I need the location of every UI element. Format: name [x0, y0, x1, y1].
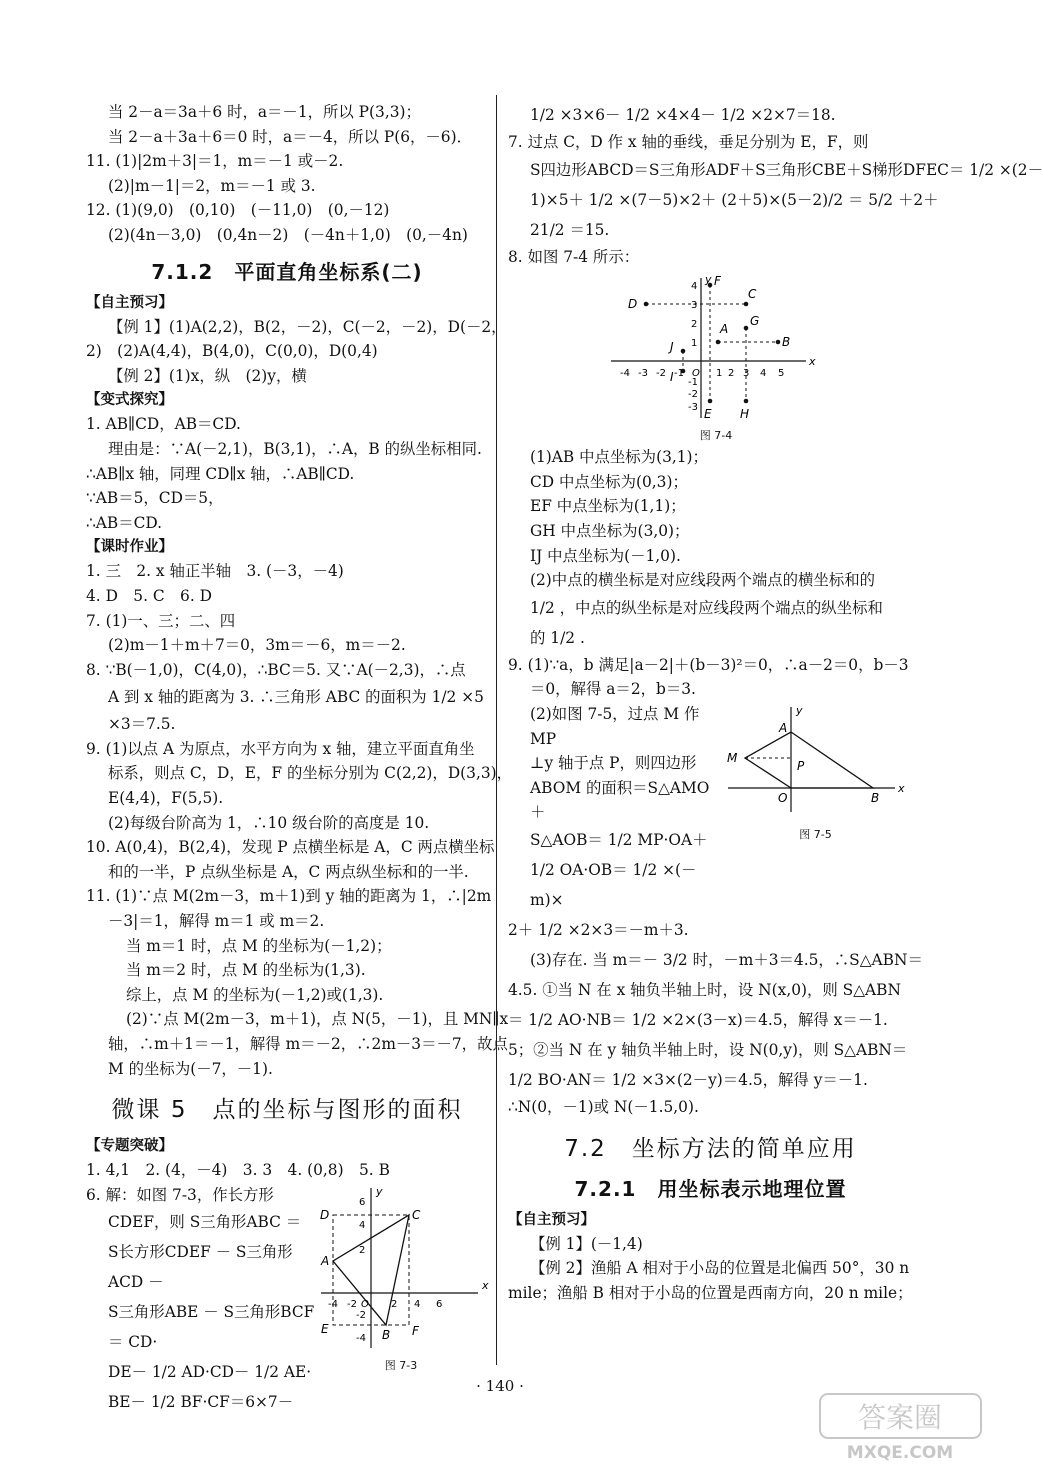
text-line: (2)如图 7-5，过点 M 作 MP: [530, 704, 700, 748]
text-line: 1. 4,1 2. (4，－4) 3. 3 4. (0,8) 5. B: [86, 1161, 390, 1180]
text-line: (3)存在. 当 m＝－ 3/2 时，－m＋3＝4.5，∴S△ABN＝: [530, 950, 923, 969]
tick-label: -2: [688, 389, 698, 401]
text-line: CD 中点坐标为(0,3)；: [530, 472, 688, 491]
point-label: M: [727, 750, 738, 765]
axis-label: x: [809, 355, 816, 369]
text-line: ×3＝7.5.: [108, 715, 176, 734]
figure-7-4: [606, 273, 826, 443]
tick-label: O: [361, 1298, 369, 1310]
text-line: 1/2 ，中点的纵坐标是对应线段两个端点的纵坐标和: [530, 598, 883, 617]
figure-7-3-graph: [316, 1183, 489, 1353]
tick-label: 4: [760, 368, 767, 380]
point-label: B: [382, 1327, 391, 1342]
text-line: 标系，则点 C，D，E，F 的坐标分别为 C(2,2)，D(3,3)，: [108, 764, 513, 783]
text-line: 9. (1)以点 A 为原点，水平方向为 x 轴，建立平面直角坐: [86, 739, 475, 758]
tick-label: 6: [436, 1298, 443, 1310]
watermark-logo: [818, 1392, 983, 1464]
point-label: E: [704, 407, 712, 422]
text-line: 当 m＝1 时，点 M 的坐标为(－1,2)；: [126, 936, 392, 955]
point-label: O: [778, 790, 788, 805]
point-label: C: [412, 1207, 421, 1222]
tick-label: -3: [638, 368, 648, 380]
tick-label: O: [692, 368, 700, 380]
tick-label: 2: [359, 1244, 366, 1256]
tick-label: -2: [656, 368, 666, 380]
right-column: [508, 100, 1043, 1305]
point-label: A: [321, 1253, 330, 1268]
section-tag: 【自主预习】: [86, 294, 173, 311]
text-line: 4.5. ①当 N 在 x 轴负半轴上时，设 N(x,0)，则 S△ABN: [508, 980, 901, 999]
text-line: 【例 1】(1)A(2,2)，B(2，－2)，C(－2，－2)，D(－2，: [108, 317, 507, 336]
text-line: 10. A(0,4)，B(2,4)，发现 P 点横坐标是 A，C 两点横坐标: [86, 838, 495, 857]
point-label: D: [320, 1207, 330, 1222]
text-line: A 到 x 轴的距离为 3. ∴三角形 ABC 的面积为 1/2 ×5: [108, 688, 484, 707]
section-tag: 【专题突破】: [86, 1138, 173, 1155]
text-line: (2)每级台阶高为 1，∴10 级台阶的高度是 10.: [108, 813, 430, 832]
text-line: ∴N(0，－1)或 N(－1.5,0).: [508, 1097, 699, 1116]
tick-label: 4: [359, 1219, 366, 1231]
text-line: 9. (1)∵a，b 满足|a－2|＋(b－3)²＝0，∴a－2＝0，b－3: [508, 655, 909, 674]
tick-label: -2: [356, 1309, 366, 1321]
point-label: I: [670, 370, 674, 385]
tick-label: 5: [778, 368, 785, 380]
text-line: 综上，点 M 的坐标为(－1,2)或(1,3).: [126, 985, 384, 1004]
axis-label: x: [482, 1278, 489, 1292]
section-title: 7.2.1 用坐标表示地理位置: [574, 1176, 847, 1201]
text-line: GH 中点坐标为(3,0)；: [530, 521, 690, 540]
text-line: ⊥y 轴于点 P，则四边形: [530, 754, 697, 773]
text-line: (2)中点的横坐标是对应线段两个端点的横坐标和的: [530, 571, 876, 590]
section-title: 7.1.2 平面直角坐标系(二): [151, 259, 423, 284]
text-line: 4. D 5. C 6. D: [86, 586, 212, 605]
text-line: (2)(4n－3,0) (0,4n－2) (－4n＋1,0) (0,－4n): [108, 225, 468, 244]
problem-9-block: [508, 702, 913, 915]
tick-label: 1: [716, 368, 723, 380]
text-line: IJ 中点坐标为(－1,0).: [530, 546, 681, 565]
text-line: S长方形CDEF － S三角形ACD －: [108, 1243, 293, 1292]
text-line: ＝0，解得 a＝2，b＝3.: [530, 680, 696, 699]
point-label: J: [670, 340, 674, 355]
column-divider: [496, 95, 497, 1365]
text-line: 7. 过点 C，D 作 x 轴的垂线，垂足分别为 E，F，则: [508, 133, 869, 151]
text-line: M 的坐标为(－7，－1).: [108, 1059, 273, 1078]
tick-label: -4: [620, 368, 630, 380]
text-line: 的 1/2 .: [530, 628, 585, 647]
point-label: E: [321, 1321, 329, 1336]
tick-label: 3: [743, 368, 750, 380]
axis-label: y: [376, 1184, 383, 1198]
text-line: 2) (2)A(4,4)，B(4,0)，C(0,0)，D(0,4): [86, 342, 378, 361]
text-line: S△AOB＝ 1/2 MP·OA＋: [530, 830, 708, 849]
text-line: BE－ 1/2 BF·CF＝6×7－: [108, 1393, 294, 1412]
point-label: F: [412, 1323, 419, 1338]
tick-label: -1: [688, 377, 698, 389]
text-line: (1)AB 中点坐标为(3,1)；: [530, 448, 708, 467]
text-line: 理由是：∵A(－2,1)，B(3,1)，∴A，B 的纵坐标相同.: [108, 439, 482, 458]
text-line: S三角形ABE － S三角形BCF ＝ CD·: [108, 1303, 315, 1352]
text-line: 1. 三 2. x 轴正半轴 3. (－3，－4): [86, 562, 344, 581]
point-label: A: [779, 720, 788, 735]
tick-label: 6: [359, 1196, 366, 1208]
axis-label: y: [796, 703, 803, 717]
text-line: S四边形ABCD＝S三角形ADF＋S三角形CBE＋S梯形DFEC＝ 1/2 ×(2－: [530, 160, 1043, 179]
figure-7-5-graph: [723, 702, 908, 822]
text-line: 11. (1)∵点 M(2m－3，m＋1)到 y 轴的距离为 1，∴|2m: [86, 887, 492, 906]
point-label: A: [720, 322, 729, 337]
tick-label: 3: [691, 300, 698, 312]
text-line: ∵AB＝5，CD＝5，: [86, 489, 224, 508]
tick-label: -4: [356, 1332, 366, 1344]
figure-caption: 图 7-5: [799, 827, 832, 841]
text-line: ∴AB＝CD.: [86, 513, 163, 532]
text-line: 当 2－a＝3a＋6 时，a＝－1，所以 P(3,3)；: [108, 103, 421, 121]
tick-label: 2: [691, 319, 698, 331]
point-label: H: [740, 407, 750, 422]
axis-label: y: [705, 273, 712, 287]
text-line: 2＋ 1/2 ×2×3＝－m＋3.: [508, 920, 689, 939]
watermark-text: 答案圈: [857, 1401, 943, 1434]
text-line: CDEF，则 S三角形ABC ＝: [108, 1213, 302, 1232]
text-line: 12. (1)(9,0) (0,10) (－11,0) (0,－12): [86, 201, 390, 220]
text-line: ABOM 的面积＝S△AMO＋: [530, 778, 710, 822]
tick-label: -3: [688, 402, 698, 414]
section-tag: 【变式探究】: [86, 392, 173, 409]
text-line: －3|＝1，解得 m＝1 或 m＝2.: [108, 912, 325, 931]
point-label: B: [871, 790, 880, 805]
text-line: 【例 1】(－1,4): [530, 1234, 643, 1253]
section-tag: 【课时作业】: [86, 539, 173, 556]
text-line: mile；渔船 B 相对于小岛的位置是西南方向，20 n mile；: [508, 1283, 913, 1302]
tick-label: 4: [414, 1298, 421, 1310]
chapter-section-title: 7.2 坐标方法的简单应用: [564, 1135, 857, 1162]
point-label: B: [782, 335, 791, 350]
watermark-url: MXQE.COM: [846, 1443, 954, 1463]
page-number: · 140 ·: [476, 1377, 524, 1395]
text-line: 8. 如图 7-4 所示：: [508, 247, 640, 266]
text-line: DE－ 1/2 AD·CD－ 1/2 AE·: [108, 1363, 312, 1382]
text-line: 1/2 ×3×6－ 1/2 ×4×4－ 1/2 ×2×7＝18.: [530, 106, 836, 124]
text-line: EF 中点坐标为(1,1)；: [530, 497, 686, 516]
text-line: 11. (1)|2m＋3|＝1，m＝－1 或－2.: [86, 152, 344, 171]
tick-label: 1: [691, 338, 698, 350]
point-label: D: [628, 297, 638, 312]
point-label: C: [748, 287, 757, 302]
point-label: P: [797, 758, 805, 773]
tick-label: -4: [328, 1298, 338, 1310]
figure-7-5: [723, 702, 908, 915]
text-line: 6. 解：如图 7-3，作长方形: [86, 1185, 274, 1204]
tick-label: 4: [691, 281, 698, 293]
text-line: 【例 2】(1)x，纵 (2)y，横: [108, 366, 307, 385]
text-line: 【例 2】渔船 A 相对于小岛的位置是北偏西 50°，30 n: [530, 1259, 910, 1278]
tick-label: 2: [391, 1298, 398, 1310]
text-line: 1)×5＋ 1/2 ×(7－5)×2＋ (2＋5)×(5－2)/2 ＝ 5/2 ＋2＋: [530, 190, 939, 209]
tick-label: 2: [728, 368, 735, 380]
lesson-title: 微课 5 点的坐标与图形的面积: [111, 1097, 463, 1124]
text-line: ∴AB∥x 轴，同理 CD∥x 轴，∴AB∥CD.: [86, 464, 355, 483]
text-line: 当 2－a＋3a＋6＝0 时，a＝－4，所以 P(6，－6)．: [108, 127, 472, 146]
text-line: 轴，∴m＋1＝－1，解得 m＝－2，∴2m－3＝－7，故点: [108, 1035, 508, 1053]
text-line: 1/2 OA·OB＝ 1/2 ×(－m)×: [530, 860, 697, 909]
text-line: 1/2 BO·AN＝ 1/2 ×3×(2－y)＝4.5，解得 y＝－1.: [508, 1070, 868, 1089]
axis-label: x: [898, 781, 905, 795]
figure-caption: 图 7-4: [699, 429, 733, 443]
figure-caption: 图 7-3: [384, 1358, 418, 1372]
text-line: 1. AB∥CD，AB＝CD.: [86, 415, 241, 434]
section-tag: 【自主预习】: [508, 1211, 595, 1228]
figure-7-4-graph: [606, 273, 826, 423]
text-line: 8. ∵B(－1,0)，C(4,0)，∴BC＝5. 又∵A(－2,3)，∴点: [86, 660, 466, 679]
tick-label: -1: [674, 368, 684, 380]
text-line: 和的一半，P 点纵坐标是 A，C 两点纵坐标和的一半.: [108, 862, 469, 881]
text-line: 当 m＝2 时，点 M 的坐标为(1,3).: [126, 961, 366, 980]
text-line: 5；②当 N 在 y 轴负半轴上时，设 N(0,y)，则 S△ABN＝: [508, 1040, 908, 1059]
text-line: 7. (1)一、三；二、四: [86, 611, 236, 630]
text-line: ＝ 1/2 AO·NB＝ 1/2 ×2×(3－x)＝4.5，解得 x＝－1.: [508, 1010, 888, 1029]
text-line: (2)∵点 M(2m－3，m＋1)，点 N(5，－1)，且 MN∥x: [126, 1010, 509, 1029]
text-line: E(4,4)，F(5,5).: [108, 789, 224, 808]
tick-label: -2: [347, 1298, 357, 1310]
point-label: G: [750, 314, 760, 329]
text-line: (2)|m－1|＝2，m＝－1 或 3.: [108, 176, 316, 195]
point-label: F: [714, 274, 721, 289]
text-line: 21/2 ＝15.: [530, 220, 610, 239]
text-line: (2)m－1＋m＋7＝0，3m＝－6，m＝－2.: [108, 636, 406, 655]
